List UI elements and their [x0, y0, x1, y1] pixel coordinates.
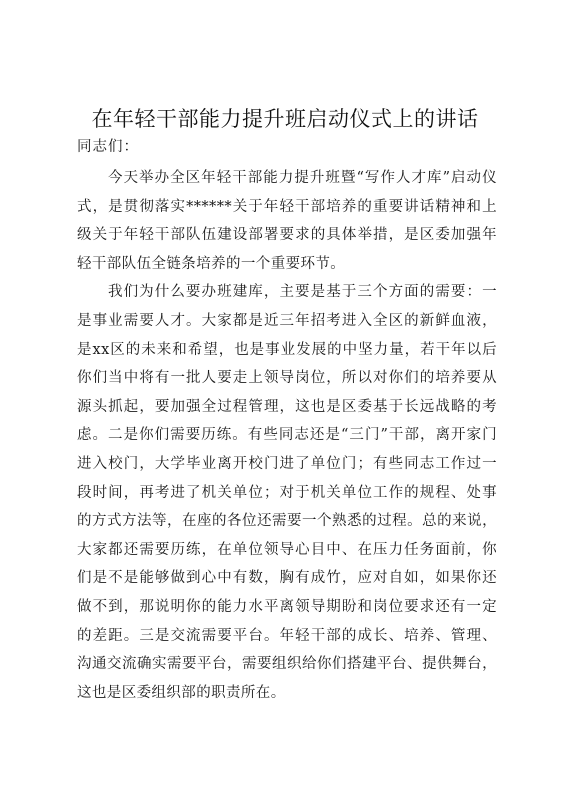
paragraph-line: 轻干部队伍全链条培养的一个重要环节。: [77, 255, 346, 272]
paragraph-line: 的方式方法等，在座的各位还需要一个熟悉的过程。总的来说，: [77, 513, 497, 530]
paragraph-line: 沟通交流确实需要平台，需要组织给你们搭建平台、提供舞台，: [77, 656, 497, 673]
paragraph-line: 进入校门，大学毕业离开校门进了单位门；有些同志工作过一: [77, 455, 497, 472]
paragraph-line: 的差距。三是交流需要平台。年轻干部的成长、培养、管理、: [77, 627, 497, 644]
paragraph-line: 源头抓起，要加强全过程管理，这也是区委基于长远战略的考: [77, 398, 497, 415]
paragraph-line: 级关于年轻干部队伍建设部署要求的具体举措，是区委加强年: [77, 227, 497, 244]
document-body: [77, 164, 497, 707]
paragraph-line: 我们为什么要办班建库，主要是基于三个方面的需要：一: [108, 284, 497, 301]
paragraph-line: 这也是区委组织部的职责所在。: [77, 684, 286, 701]
document-title: 在年轻干部能力提升班启动仪式上的讲话: [91, 107, 479, 131]
paragraph-line: 段时间，再考进了机关单位；对于机关单位工作的规程、处事: [77, 484, 497, 501]
salutation: 同志们：: [77, 139, 139, 155]
paragraph-1: [77, 164, 497, 278]
paragraph-line: 大家都还需要历练，在单位领导心目中、在压力任务面前，你: [77, 541, 497, 558]
paragraph-line: 你们当中将有一批人要走上领导岗位，所以对你们的培养要从: [77, 370, 497, 387]
paragraph-2: [77, 278, 497, 707]
paragraph-line: 虑。二是你们需要历练。有些同志还是“三门”干部，离开家门: [77, 427, 497, 444]
paragraph-line: 今天举办全区年轻干部能力提升班暨“写作人才库”启动仪: [108, 170, 497, 186]
paragraph-line: 做不到，那说明你的能力水平离领导期盼和岗位要求还有一定: [77, 598, 497, 615]
paragraph-line: 是xx区的未来和希望，也是事业发展的中坚力量，若干年以后: [77, 341, 497, 358]
paragraph-line: 式，是贯彻落实******关于年轻干部培养的重要讲话精神和上: [77, 198, 497, 215]
paragraph-line: 是事业需要人才。大家都是近三年招考进入全区的新鲜血液，: [77, 312, 497, 329]
paragraph-line: 们是不是能够做到心中有数，胸有成竹，应对自如，如果你还: [77, 570, 497, 587]
